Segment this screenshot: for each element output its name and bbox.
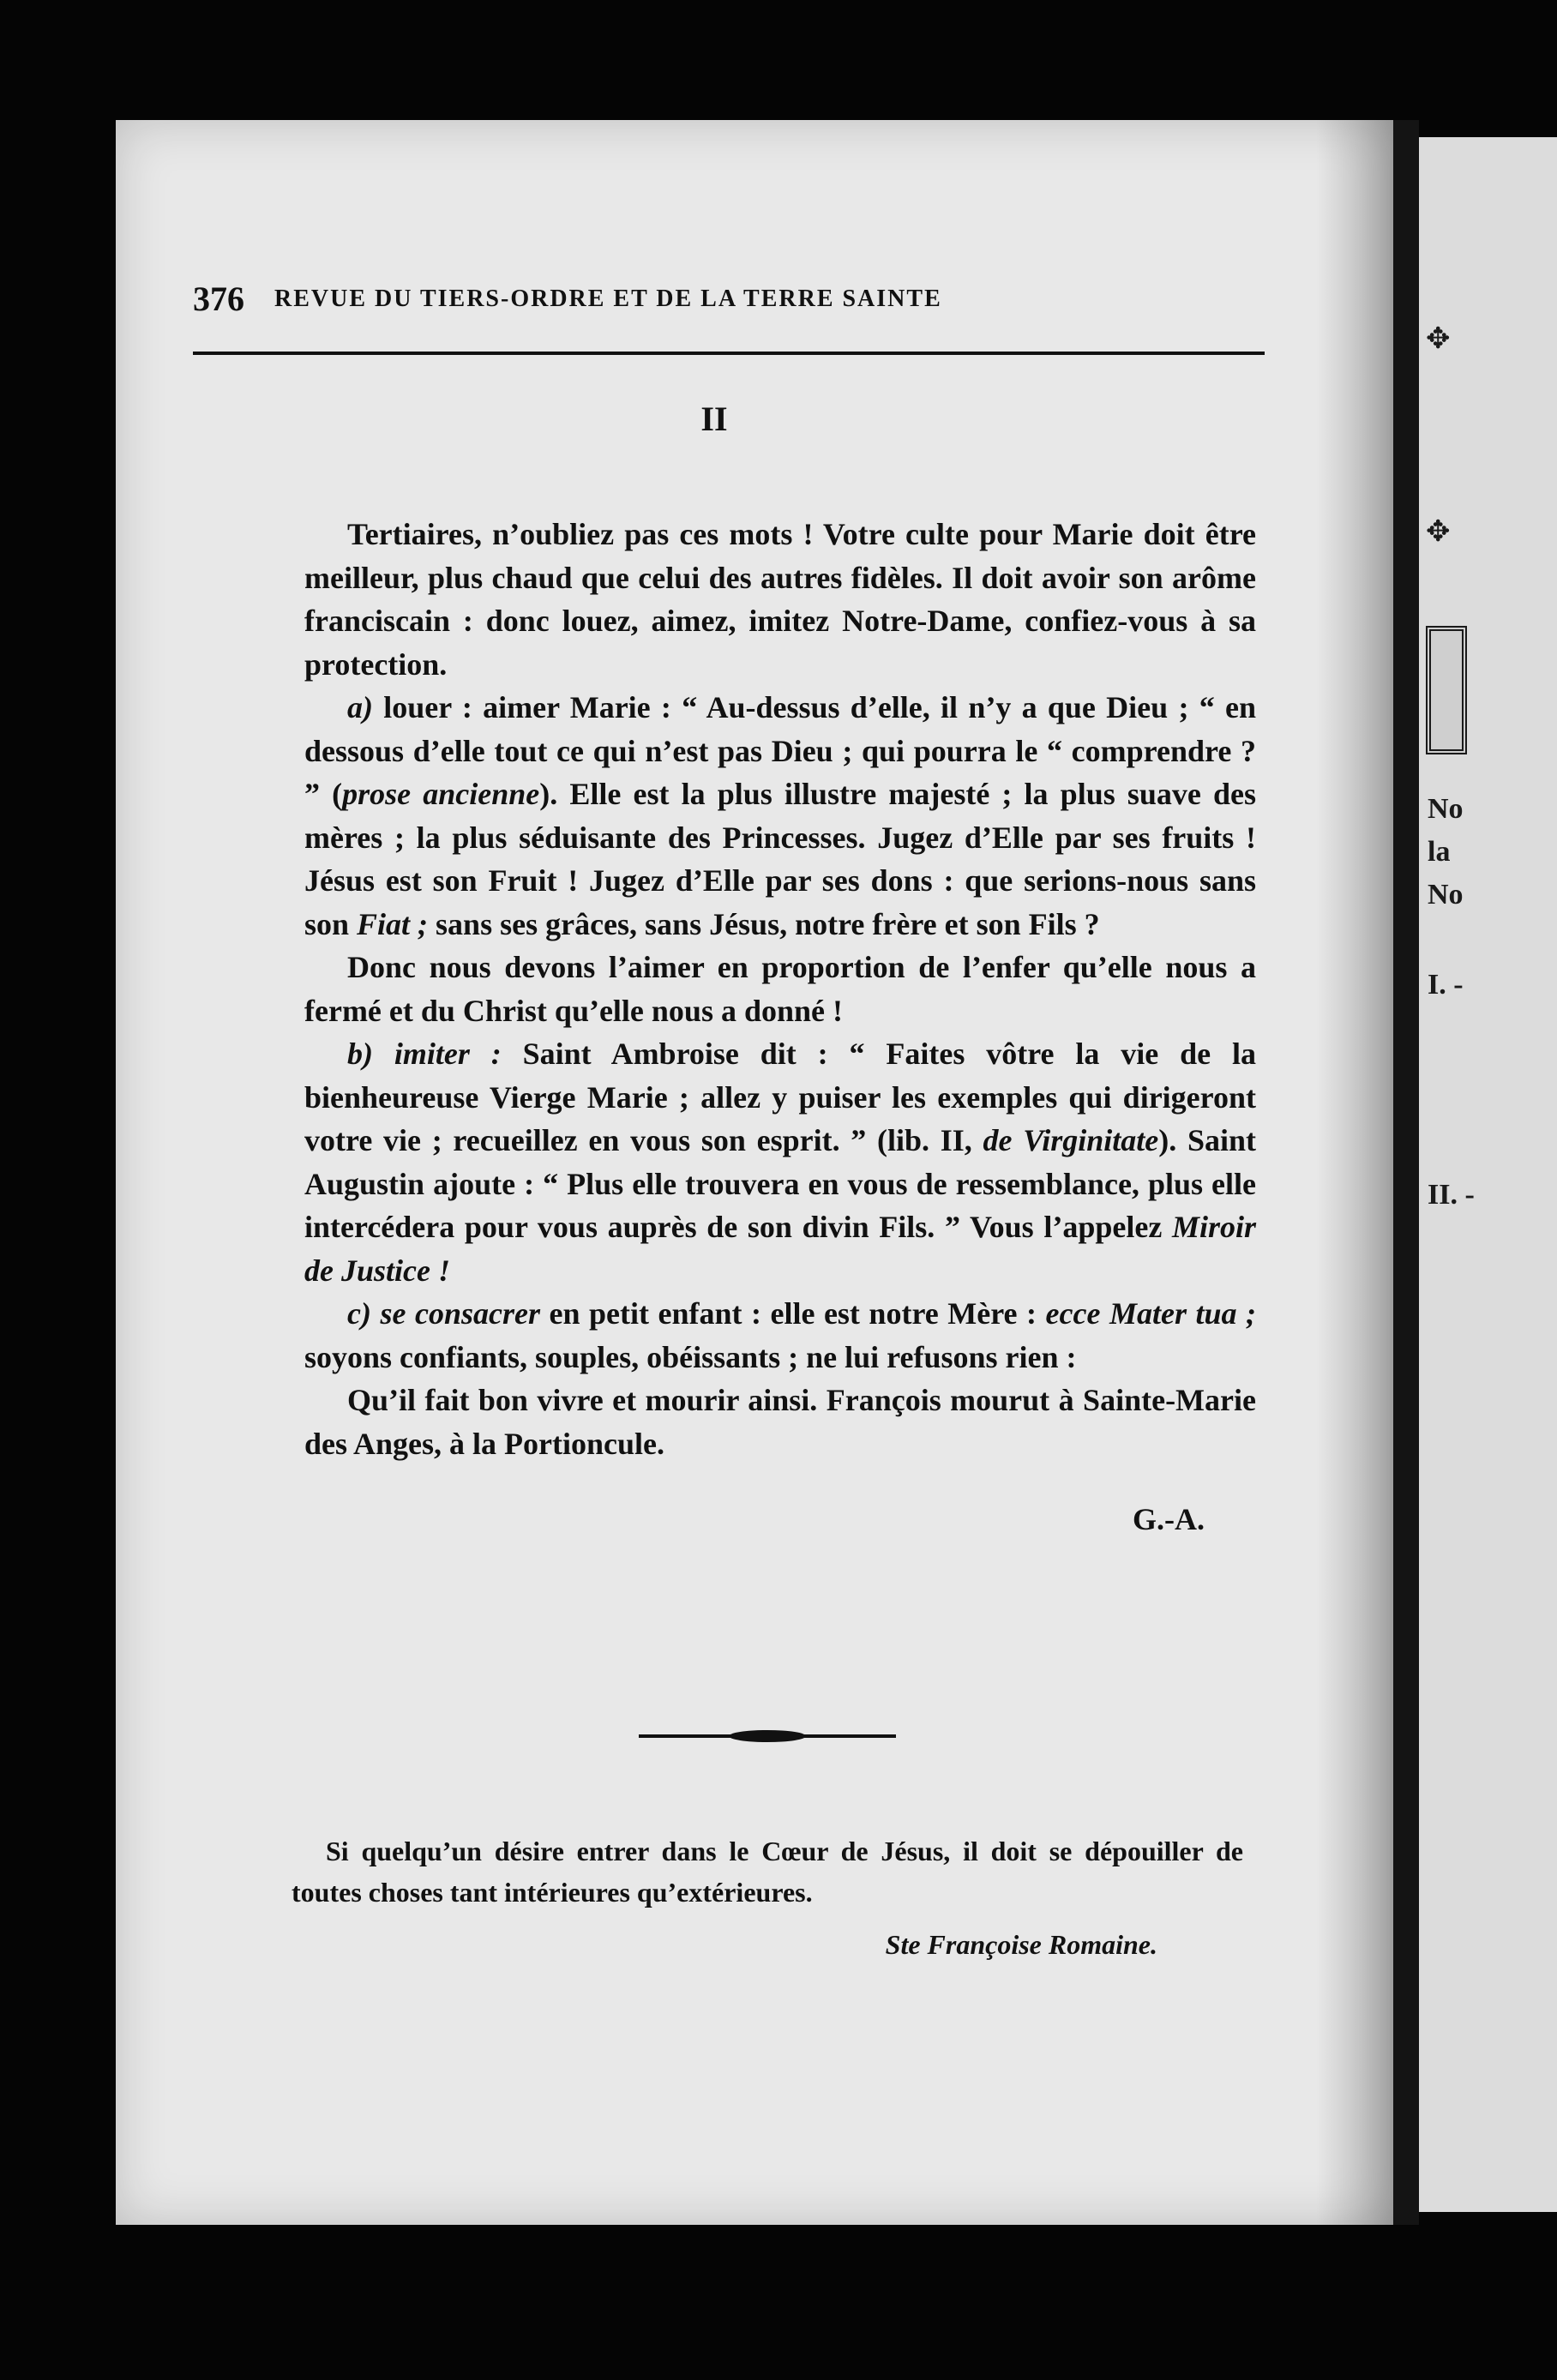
signature: G.-A. [1133,1502,1205,1536]
quote-author: Ste Françoise Romaine. [885,1929,1157,1960]
text-run: Saint Ambroise dit : “ Faites vôtre la vie de la bienheureuse Vierge Marie ; allez y puiser les exemples qui dirigeront votre vie ; recueillez en vous son esprit. ” (lib. [304,1037,1257,1157]
quote-text: Si quelqu’un désire entrer dans le Cœur de Jésus, il doit se dépouiller de toutes choses tant intérieures qu’extérieures. [292,1836,1243,1908]
emphasis: Miroir de Justice ! [304,1210,1256,1288]
section-heading [0,399,1557,439]
emphasis: ecce Mater tua ; [1045,1296,1256,1331]
section-number: II [700,400,728,438]
paragraph: Qu’il fait bon vivre et mourir ainsi. François mourut à Sainte-Marie des Anges, à la Portioncule. [304,1383,1256,1461]
emphasis: se consacrer [380,1296,540,1331]
citation: prose ancienne [342,777,540,811]
epigraph [292,1830,1243,1913]
text-run: ). Saint Augustin ajoute : “ Plus elle trouvera en vous de ressemblance, plus elle intercédera pour vous auprès de son divin Fils. ” Vous l’appelez [304,1123,1256,1244]
paragraph: Donc nous devons l’aimer en proportion de l’enfer qu’elle nous a fermé et du Christ qu’elle nous a donné ! [304,950,1256,1028]
text-run: , [964,1123,983,1157]
list-marker: b) [347,1037,373,1071]
text-run: sans ses grâces, sans Jésus, notre frère et son Fils ? [428,906,1100,941]
facing-text-line: No [1428,793,1464,825]
divider-ornament [729,1730,806,1742]
text-run: ). Elle est la plus illustre majesté ; la plus suave des mères ; la plus séduisante des Princesses. Jugez d’Elle par ses fruits ! Jésus est son Fruit ! Jugez d’Elle par ses dons : que serions-nous sans son [304,777,1257,941]
citation: de Virginitate [983,1123,1159,1157]
text-run: en petit enfant : elle est notre Mère : [539,1296,1046,1331]
emphasis: imiter : [394,1037,502,1071]
facing-text-line: la [1428,836,1451,868]
list-marker: c) [347,1296,371,1331]
running-head: REVUE DU TIERS-ORDRE ET DE LA TERRE SAINTE [274,285,942,312]
text-run: soyons confiants, souples, obéissants ; ne lui refusons rien : [304,1339,1077,1374]
facing-text-item: I. - [1428,969,1464,1001]
ornament-divider [639,1728,896,1745]
facing-text-line: No [1428,879,1464,911]
list-marker: a) [347,690,373,724]
text-run: II [940,1123,965,1157]
paragraph [304,686,1256,946]
page-header [193,279,1265,330]
paragraph [304,1032,1256,1292]
facing-text-item: II. - [1428,1179,1475,1211]
text-run: louer : aimer Marie : “ Au-dessus d’elle, il n’y a que Dieu ; “ en dessous d’elle tout ce qui n’est pas Dieu ; qui pourra le “ comprendre ? ” ( [304,690,1256,811]
emphasis: Fiat ; [357,906,429,941]
paragraph [304,1292,1256,1379]
header-rule [193,352,1265,355]
ornament-icon: ✥ [1426,516,1451,548]
facing-page-edge [1419,137,1557,2212]
paragraph: Tertiaires, n’oubliez pas ces mots ! Votre culte pour Marie doit être meilleur, plus chaud que celui des autres fidèles. Il doit avoir son arôme franciscain : donc louez, aimez, imitez Notre-Dame, confiez-vous à sa protection. [304,517,1256,682]
ornament-icon: ✥ [1426,323,1451,355]
article-body [304,513,1256,1542]
drop-cap-ornament [1426,626,1467,754]
page-number: 376 [193,279,244,318]
